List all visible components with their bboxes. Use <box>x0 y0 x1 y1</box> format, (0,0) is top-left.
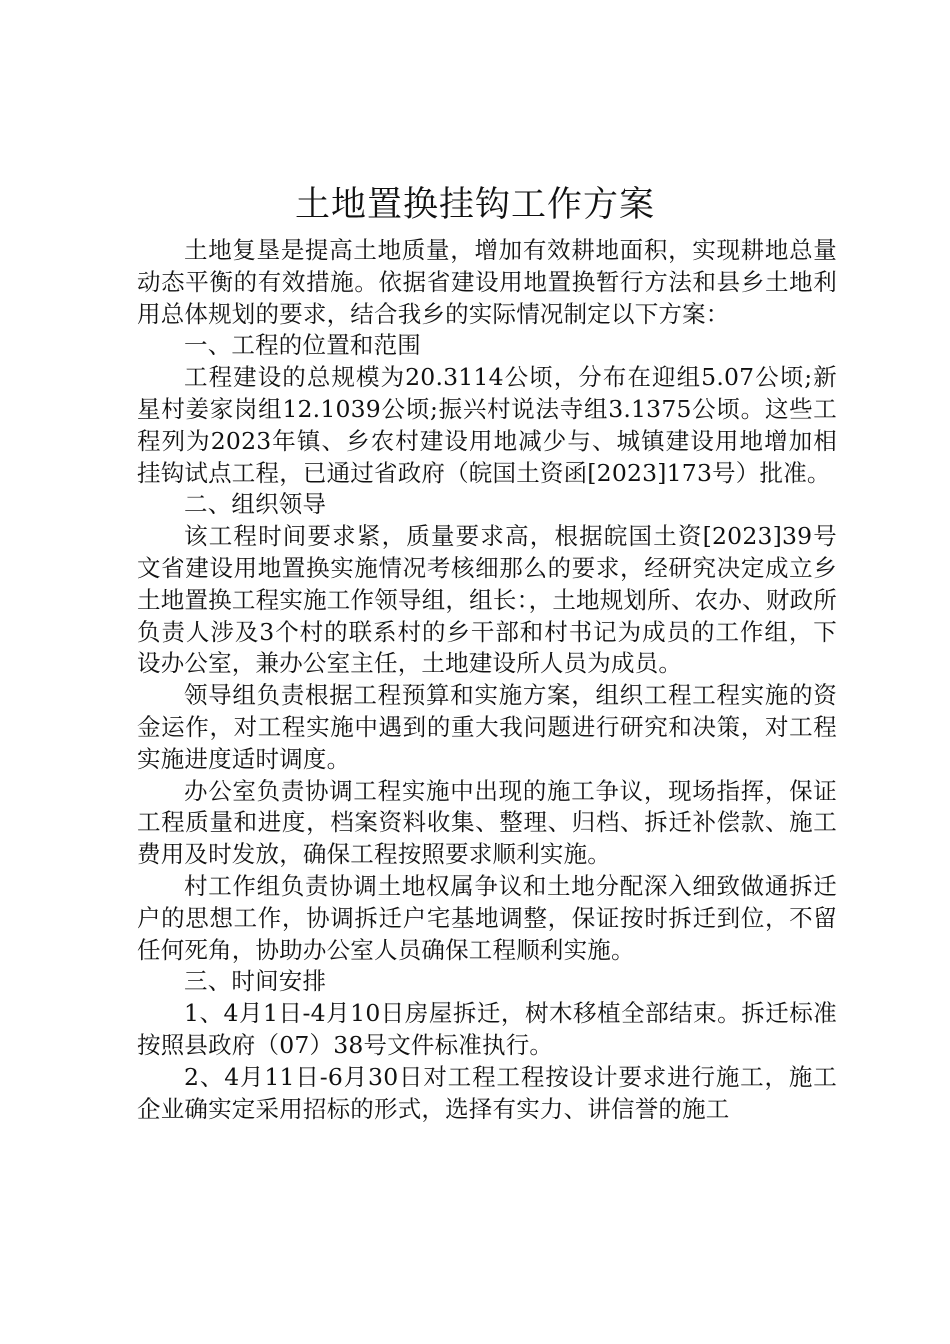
paragraph-intro: 土地复垦是提高土地质量，增加有效耕地面积，实现耕地总量动态平衡的有效措施。依据省建设用地置换暂行方法和县乡土地利用总体规划的要求，结合我乡的实际情况制定以下方案： <box>137 236 837 328</box>
paragraph-scale: 工程建设的总规模为20.3114公顷，分布在迎组5.07公顷;新星村姜家岗组12.1039公顷;振兴村说法寺组3.1375公顷。这些工程列为2023年镇、乡农村建设用地减少与、城镇建设用地增加相挂钩试点工程，已通过省政府（皖国土资函[2023]173号）批准。 <box>137 363 837 487</box>
paragraph-group-duties: 领导组负责根据工程预算和实施方案，组织工程工程实施的资金运作，对工程实施中遇到的重大我问题进行研究和决策，对工程实施进度适时调度。 <box>137 681 837 773</box>
paragraph-schedule-1: 1、4月1日-4月10日房屋拆迁，树木移植全部结束。拆迁标准按照县政府（07）38号文件标准执行。 <box>137 999 837 1059</box>
paragraph-schedule-2: 2、4月11日-6月30日对工程工程按设计要求进行施工，施工企业确实定采用招标的形式，选择有实力、讲信誉的施工 <box>137 1062 837 1123</box>
section-heading-organization: 二、组织领导 <box>184 490 327 519</box>
document-title: 土地置换挂钩工作方案 <box>294 185 655 225</box>
section-heading-location: 一、工程的位置和范围 <box>184 331 421 360</box>
document-body <box>137 235 837 1125</box>
paragraph-leadership-group: 该工程时间要求紧，质量要求高，根据皖国土资[2023]39号文省建设用地置换实施情况考核细那么的要求，经研究决定成立乡土地置换工程实施工作领导组，组长：，土地规划所、农办、财政所负责人涉及3个村的联系村的乡干部和村书记为成员的工作组，下设办公室，兼办公室主任，土地建设所人员为成员。 <box>137 522 837 678</box>
paragraph-office-duties: 办公室负责协调工程实施中出现的施工争议，现场指挥，保证工程质量和进度，档案资料收集、整理、归档、拆迁补偿款、施工费用及时发放，确保工程按照要求顺利实施。 <box>137 776 837 869</box>
section-heading-schedule: 三、时间安排 <box>184 967 327 996</box>
paragraph-village-duties: 村工作组负责协调土地权属争议和土地分配深入细致做通拆迁户的思想工作，协调拆迁户宅基地调整，保证按时拆迁到位，不留任何死角，协助办公室人员确保工程顺利实施。 <box>137 871 837 964</box>
